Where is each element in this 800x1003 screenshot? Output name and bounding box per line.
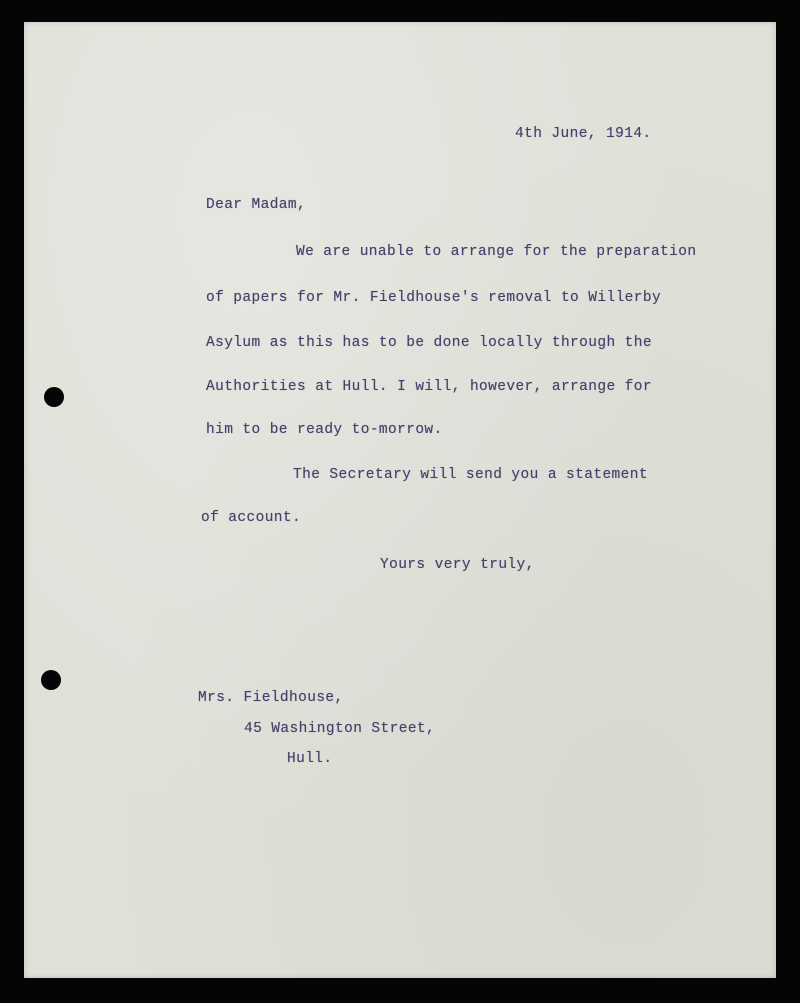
salutation: Dear Madam,	[206, 197, 307, 213]
body-line: The Secretary will send you a statement	[293, 467, 648, 483]
body-line: him to be ready to-morrow.	[206, 422, 443, 438]
punch-hole	[41, 670, 61, 690]
body-line: of account.	[201, 510, 302, 526]
letter-date: 4th June, 1914.	[515, 126, 652, 142]
letter-sheet	[24, 22, 776, 978]
punch-hole	[44, 387, 64, 407]
closing: Yours very truly,	[380, 557, 535, 573]
body-line: Authorities at Hull. I will, however, arrange for	[206, 379, 652, 395]
recipient-name: Mrs. Fieldhouse,	[198, 690, 344, 706]
body-line: Asylum as this has to be done locally through the	[206, 335, 652, 351]
body-line: of papers for Mr. Fieldhouse's removal to Willerby	[206, 290, 662, 306]
recipient-city: Hull.	[287, 751, 333, 767]
body-line: We are unable to arrange for the preparation	[296, 244, 697, 260]
recipient-street: 45 Washington Street,	[244, 721, 436, 737]
